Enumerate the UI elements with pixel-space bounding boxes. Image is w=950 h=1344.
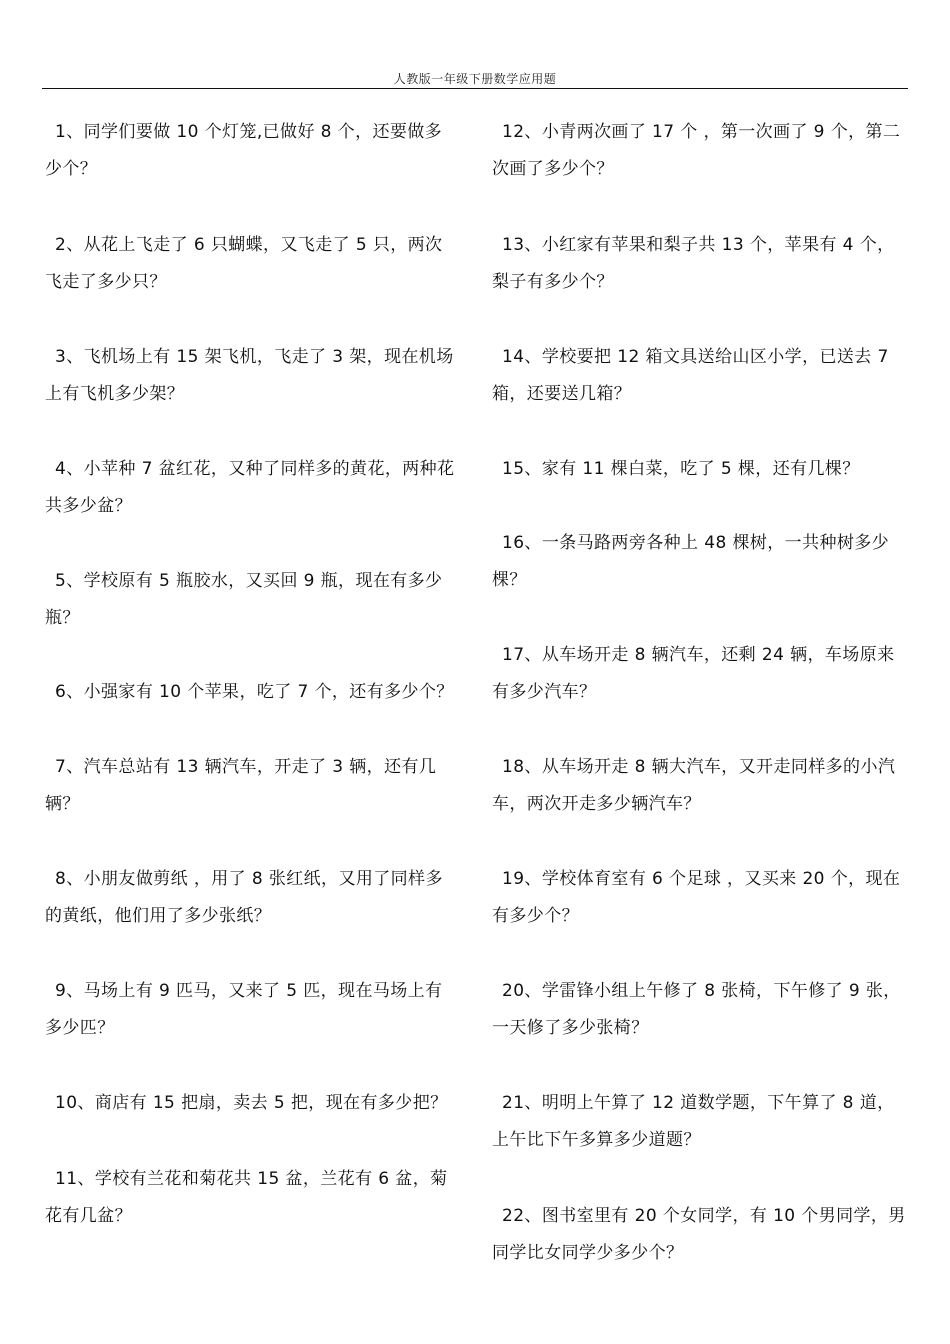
problem-8: 8、小朋友做剪纸 ，用了 8 张红纸，又用了同样多的黄纸，他们用了多少张纸？ [45,869,443,926]
problem-1: 1、同学们要做 10 个灯笼,已做好 8 个，还要做多少个？ [45,122,443,179]
problem-11: 11、学校有兰花和菊花共 15 盆，兰花有 6 盆，菊花有几盆？ [45,1169,448,1226]
problem-20: 20、学雷锋小组上午修了 8 张椅，下午修了 9 张，一天修了多少张椅？ [492,981,901,1038]
problem-4: 4、小苹种 7 盆红花，又种了同样多的黄花，两种花共多少盆？ [45,459,455,516]
problem-9: 9、马场上有 9 匹马，又来了 5 匹，现在马场上有多少匹？ [45,981,443,1038]
problem-15: 15、家有 11 棵白菜，吃了 5 棵，还有几棵？ [502,459,860,479]
problem-16: 16、一条马路两旁各种上 48 棵树，一共种树多少棵？ [492,533,890,590]
problem-7: 7、汽车总站有 13 辆汽车，开走了 3 辆，还有几辆？ [45,757,437,814]
problem-10: 10、商店有 15 把扇，卖去 5 把，现在有多少把？ [55,1093,448,1113]
problem-2: 2、从花上飞走了 6 只蝴蝶，又飞走了 5 只，两次飞走了多少只？ [45,235,443,292]
problem-14: 14、学校要把 12 箱文具送给山区小学，已送去 7 箱，还要送几箱？ [492,347,889,404]
problem-19: 19、学校体育室有 6 个足球 ，又买来 20 个，现在有多少个？ [492,869,901,926]
problem-18: 18、从车场开走 8 辆大汽车，又开走同样多的小汽车，两次开走多少辆汽车？ [492,757,896,814]
problem-17: 17、从车场开走 8 辆汽车，还剩 24 辆，车场原来有多少汽车？ [492,645,895,702]
problem-21: 21、明明上午算了 12 道数学题，下午算了 8 道，上午比下午多算多少道题？ [492,1093,895,1150]
problem-5: 5、学校原有 5 瓶胶水，又买回 9 瓶，现在有多少瓶？ [45,571,443,628]
problem-13: 13、小红家有苹果和梨子共 13 个，苹果有 4 个，梨子有多少个？ [492,235,895,292]
page-header: 人教版一年级下册数学应用题 [393,72,557,86]
problem-12: 12、小青两次画了 17 个 ，第一次画了 9 个，第二次画了多少个？ [492,122,901,179]
problem-6: 6、小强家有 10 个苹果，吃了 7 个，还有多少个？ [55,682,454,702]
header-divider [42,88,908,89]
problem-22: 22、图书室里有 20 个女同学，有 10 个男同学，男同学比女同学少多少个？ [492,1206,906,1263]
problem-3: 3、飞机场上有 15 架飞机，飞走了 3 架，现在机场上有飞机多少架？ [45,347,454,404]
